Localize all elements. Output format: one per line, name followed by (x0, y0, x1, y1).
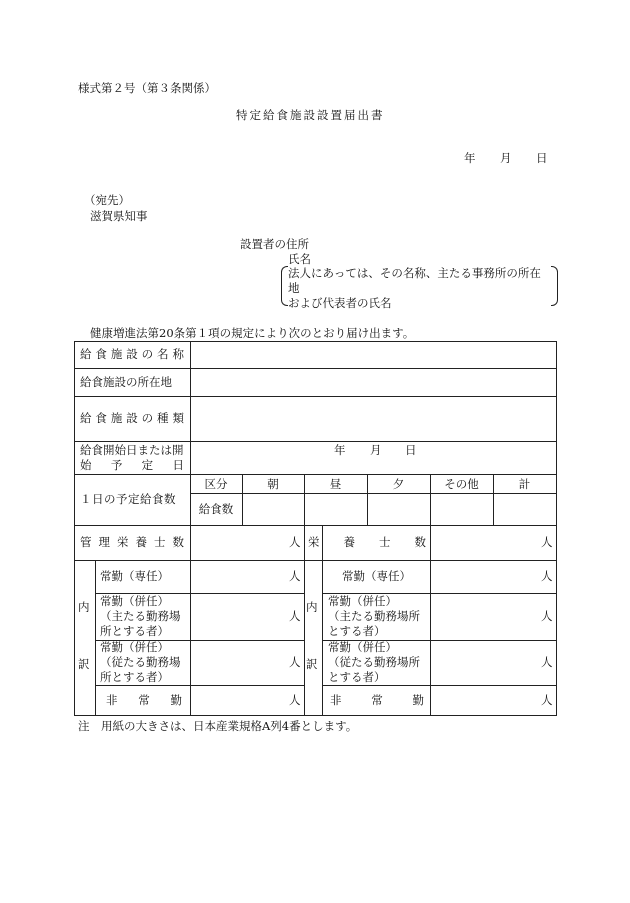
nutritionist-unit: 人 (541, 535, 553, 549)
date-month: 月 (500, 151, 512, 165)
facility-type-label: 給 食 施 設 の 種 類 (80, 411, 184, 425)
left-row-2-unit: 人 (289, 609, 301, 623)
date-day: 日 (536, 151, 548, 165)
applicant-note-line1: 法人にあっては、その名称、主たる事務所の所在 (288, 266, 541, 280)
right-row-1-unit: 人 (541, 569, 553, 583)
left-row-2-line3: 所とする者） (100, 624, 169, 638)
meals-label: １日の予定給食数 (80, 492, 176, 506)
left-row-3-line3: 所とする者） (100, 670, 169, 684)
dietitian-unit: 人 (289, 535, 301, 549)
right-row-2-unit: 人 (541, 609, 553, 623)
left-row-4-unit: 人 (289, 693, 301, 707)
facility-name-label: 給 食 施 設 の 名 称 (80, 347, 184, 361)
document-title: 特定給食施設設置届出書 (236, 108, 385, 122)
facility-location-label: 給食施設の所在地 (80, 375, 172, 389)
dietitian-label: 管 理 栄 養 士 数 (80, 535, 184, 549)
meals-header-total: 計 (518, 477, 531, 491)
start-date-month: 月 (370, 443, 382, 457)
meals-header-dinner: 夕 (392, 477, 405, 491)
left-row-3-unit: 人 (289, 655, 301, 669)
left-row-3-line2: （従たる勤務場 (100, 655, 181, 669)
nutritionist-label: 栄 養 士 数 (308, 535, 426, 549)
left-row-1: 常勤（専任） (100, 569, 169, 583)
left-row-4: 非 常 勤 (106, 693, 182, 707)
right-row-3-unit: 人 (541, 655, 553, 669)
form-number: 様式第２号（第３条関係） (78, 81, 216, 95)
meals-header-breakfast: 朝 (267, 477, 279, 491)
left-row-2-line2: （主たる勤務場 (100, 609, 181, 623)
left-row-1-unit: 人 (289, 569, 301, 583)
right-row-4-unit: 人 (541, 693, 553, 707)
right-row-3-line3: とする者） (328, 670, 386, 684)
breakdown-label-left-1: 内 (78, 600, 90, 614)
breakdown-label-left-2: 訳 (78, 657, 90, 671)
start-date-label-2: 始 予 定 日 (80, 458, 184, 472)
start-date-day: 日 (405, 443, 417, 457)
right-row-4: 非 常 勤 (330, 693, 424, 707)
start-date-label-1: 給食開始日または開 (80, 443, 184, 457)
date-year: 年 (464, 151, 476, 165)
meals-row-label: 給食数 (198, 502, 234, 516)
applicant-note-line3: および代表者の氏名 (288, 296, 392, 310)
bracket-left (281, 266, 288, 306)
right-row-3-line1: 常勤（併任） (328, 640, 397, 654)
meals-header-other: その他 (444, 477, 479, 491)
addressee-name: 滋賀県知事 (90, 209, 148, 223)
breakdown-label-right-2: 訳 (306, 657, 318, 671)
right-row-2-line2: （主たる勤務場所 (328, 609, 420, 623)
left-row-2-line1: 常勤（併任） (100, 594, 169, 608)
applicant-address-label: 設置者の住所 (240, 237, 309, 251)
addressee-prefix: （宛先） (84, 193, 130, 207)
breakdown-label-right-1: 内 (306, 600, 318, 614)
start-date-year: 年 (334, 443, 346, 457)
footnote: 注 用紙の大きさは、日本産業規格A列4番とします。 (78, 719, 358, 733)
applicant-name-label: 氏名 (288, 252, 311, 266)
applicant-note-line2: 地 (288, 281, 300, 295)
left-row-3-line1: 常勤（併任） (100, 640, 169, 654)
right-row-3-line2: （従たる勤務場所 (328, 655, 420, 669)
bracket-right (551, 266, 558, 306)
meals-header-category: 区分 (204, 477, 228, 491)
right-row-1: 常勤（専任） (342, 569, 411, 583)
right-row-2-line3: とする者） (328, 624, 386, 638)
meals-header-lunch: 昼 (329, 477, 342, 491)
intro-text: 健康増進法第20条第１項の規定により次のとおり届け出ます。 (90, 326, 415, 340)
right-row-2-line1: 常勤（併任） (328, 594, 397, 608)
